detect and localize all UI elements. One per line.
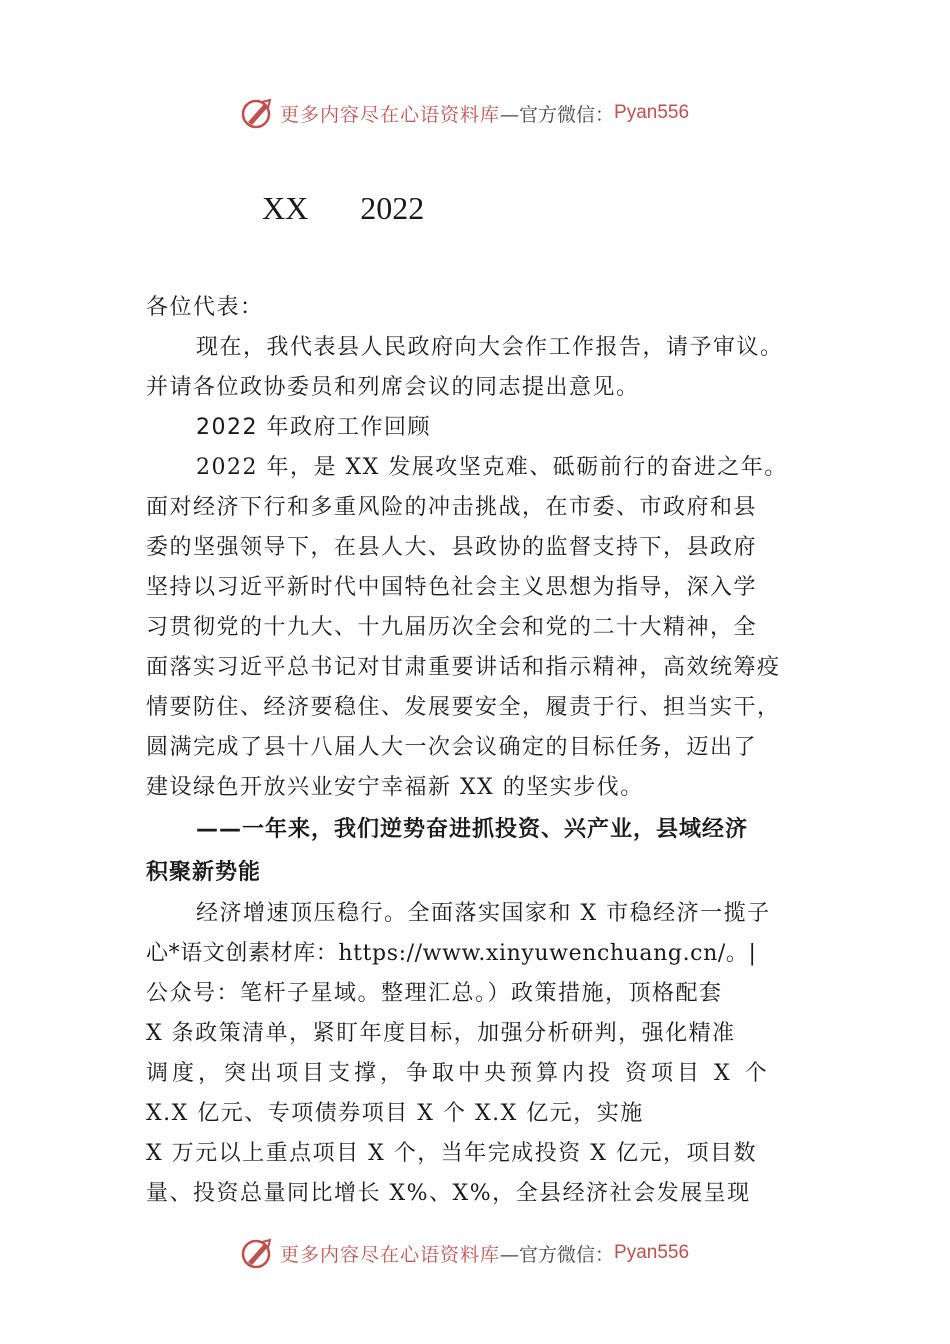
paragraph-line: X 条政策清单，紧盯年度目标，加强分析研判，强化精准 [146,1021,736,1046]
paragraph-line: 现在，我代表县人民政府向大会作工作报告，请予审议。 [196,335,784,360]
section-heading: 2022 年政府工作回顾 [196,415,431,440]
paragraph-line: 委的坚强领导下，在县人大、县政协的监督支持下，县政府 [146,535,758,560]
paragraph-line: 面对经济下行和多重风险的冲击挑战，在市委、市政府和县 [146,495,758,520]
title-part-2: 2022 [360,190,425,226]
banner-wechat-handle: Pyan556 [614,1242,690,1263]
salutation: 各位代表： [146,295,264,320]
paragraph-line: X.X 亿元、专项债券项目 X 个 X.X 亿元，实施 [146,1101,644,1126]
paragraph-line: X 万元以上重点项目 X 个，当年完成投资 X 亿元，项目数 [146,1141,757,1166]
banner-wechat-handle: Pyan556 [614,102,690,123]
paragraph-line: 公众号：笔杆子星域。整理汇总。）政策措施，顶格配套 [146,981,723,1006]
banner-text: 更多内容尽在心语资料库 [280,103,501,126]
pen-logo-icon [240,96,274,130]
paragraph-line: 并请各位政协委员和列席会议的同志提出意见。 [146,375,640,400]
banner-separator: —官方微信： [500,1243,615,1266]
paragraph-line: 2022 年，是 XX 发展攻坚克难、砥砺前行的奋进之年。 [196,455,788,480]
paragraph-line: 量、投资总量同比增长 X%、X%，全县经济社会发展呈现 [146,1181,751,1206]
paragraph-line: 习贯彻党的十九大、十九届历次全会和党的二十大精神，全 [146,615,758,640]
header-banner [240,96,689,130]
paragraph-line: 圆满完成了县十八届人大一次会议确定的目标任务，迈出了 [146,735,758,760]
footer-banner [240,1236,689,1270]
banner-text: 更多内容尽在心语资料库 [280,1243,501,1266]
paragraph-line: 经济增速顶压稳行。全面落实国家和 X 市稳经济一揽子 [196,901,771,926]
pen-logo-icon [240,1236,274,1270]
paragraph-line: 心*语文创素材库：https://www.xinyuwenchuang.cn/。| [146,941,757,966]
document-body [146,288,826,1214]
paragraph-line: 情要防住、经济要稳住、发展要安全，履责于行、担当实干， [146,695,781,720]
paragraph-line: 调度，突出项目支撑，争取中央预算内投 资项目 X 个 [146,1061,771,1086]
paragraph-line: 建设绿色开放兴业安宁幸福新 XX 的坚实步伐。 [146,775,644,800]
paragraph-line: 面落实习近平总书记对甘肃重要讲话和指示精神，高效统筹疫 [146,655,781,680]
bold-heading-line: ——一年来，我们逆势奋进抓投资、兴产业，县域经济 [196,817,749,842]
paragraph-line: 坚持以习近平新时代中国特色社会主义思想为指导，深入学 [146,575,758,600]
banner-separator: —官方微信： [500,103,615,126]
document-title [262,190,424,227]
title-part-1: XX [262,190,309,226]
bold-heading-line: 积聚新势能 [146,860,262,885]
